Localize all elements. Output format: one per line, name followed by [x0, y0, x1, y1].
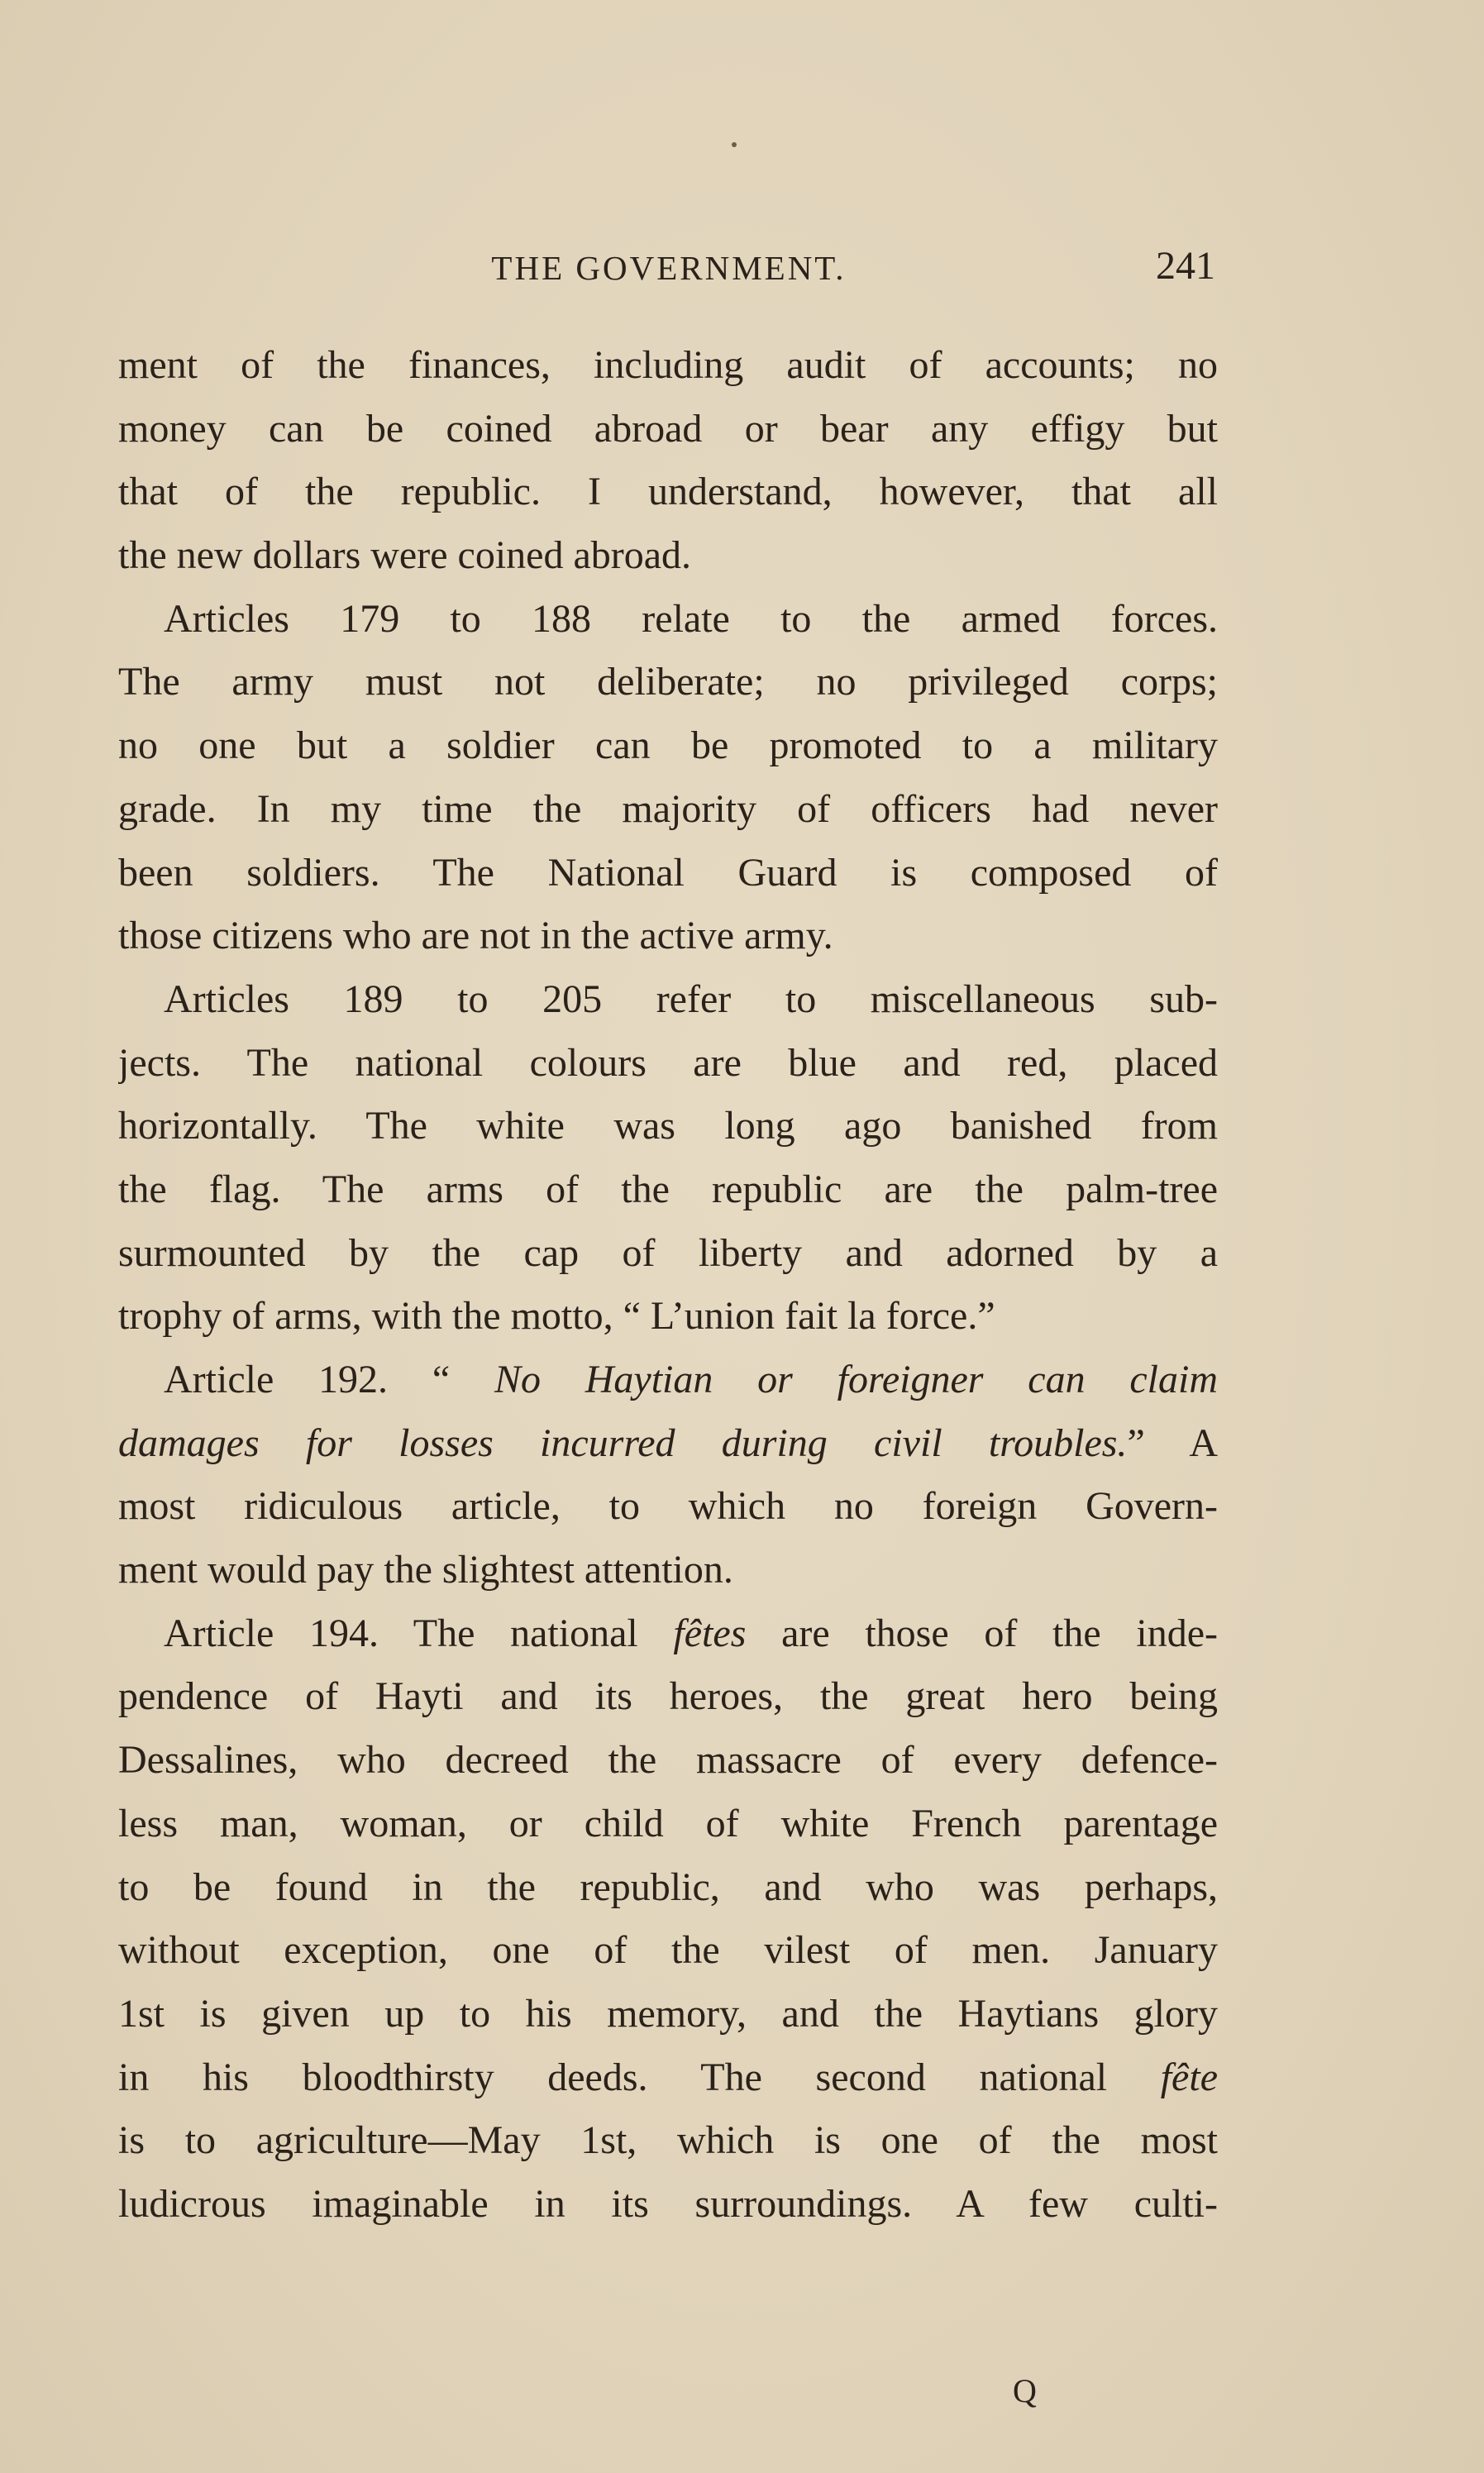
text-line: those citizens who are not in the active army.: [118, 914, 833, 958]
body-text: [118, 334, 1218, 2237]
text-line: most ridiculous article, to which no foreign Govern-: [118, 1484, 1218, 1529]
text-line: Articles 179 to 188 relate to the armed forces.: [164, 596, 1218, 641]
text-line: Article 192. “ No Haytian or foreigner can claim: [164, 1358, 1218, 1401]
text-line: ment of the finances, including audit of accounts; no: [118, 343, 1218, 387]
text-line: less man, woman, or child of white French parentage: [118, 1801, 1218, 1845]
running-head: THE GOVERNMENT.: [491, 249, 847, 287]
text-line: without exception, one of the vilest of men. January: [118, 1928, 1218, 1973]
page-number: 241: [1156, 244, 1215, 288]
text-line: is to agriculture—May 1st, which is one of the most: [118, 2118, 1218, 2163]
text-line: damages for losses incurred during civil troubles.” A: [118, 1420, 1218, 1465]
text-line: in his bloodthirsty deeds. The second national fête: [118, 2055, 1218, 2099]
text-line: ludicrous imaginable in its surroundings. A few culti-: [118, 2181, 1218, 2226]
signature-mark: Q: [1013, 2372, 1037, 2409]
text-line: been soldiers. The National Guard is composed of: [118, 850, 1218, 895]
text-line: pendence of Hayti and its heroes, the great hero being: [118, 1674, 1218, 1719]
text-line: 1st is given up to his memory, and the Haytians glory: [118, 1991, 1218, 2036]
text-line: that of the republic. I understand, however, that all: [118, 470, 1218, 514]
text-line: no one but a soldier can be promoted to a military: [118, 723, 1218, 768]
text-line: grade. In my time the majority of officers had never: [118, 786, 1218, 831]
text-line: jects. The national colours are blue and red, placed: [118, 1040, 1218, 1085]
text-line: the flag. The arms of the republic are the palm-tree: [118, 1167, 1218, 1211]
text-line: The army must not deliberate; no privileged corps;: [118, 660, 1218, 704]
ink-speck: [732, 142, 737, 147]
page-header: [122, 241, 1215, 299]
text-line: surmounted by the cap of liberty and adorned by a: [118, 1230, 1218, 1275]
text-line: to be found in the republic, and who was perhaps,: [118, 1864, 1218, 1909]
text-line: the new dollars were coined abroad.: [118, 533, 692, 578]
text-line: ment would pay the slightest attention.: [118, 1548, 733, 1592]
text-line: Article 194. The national fêtes are those of the inde-: [164, 1611, 1218, 1655]
text-line: Dessalines, who decreed the massacre of every defence-: [118, 1738, 1218, 1783]
text-line: trophy of arms, with the motto, “ L’union fait la force.”: [118, 1294, 995, 1339]
text-line: Articles 189 to 205 refer to miscellaneous sub-: [164, 976, 1218, 1021]
text-line: horizontally. The white was long ago banished from: [118, 1104, 1218, 1148]
text-line: money can be coined abroad or bear any effigy but: [118, 406, 1218, 451]
